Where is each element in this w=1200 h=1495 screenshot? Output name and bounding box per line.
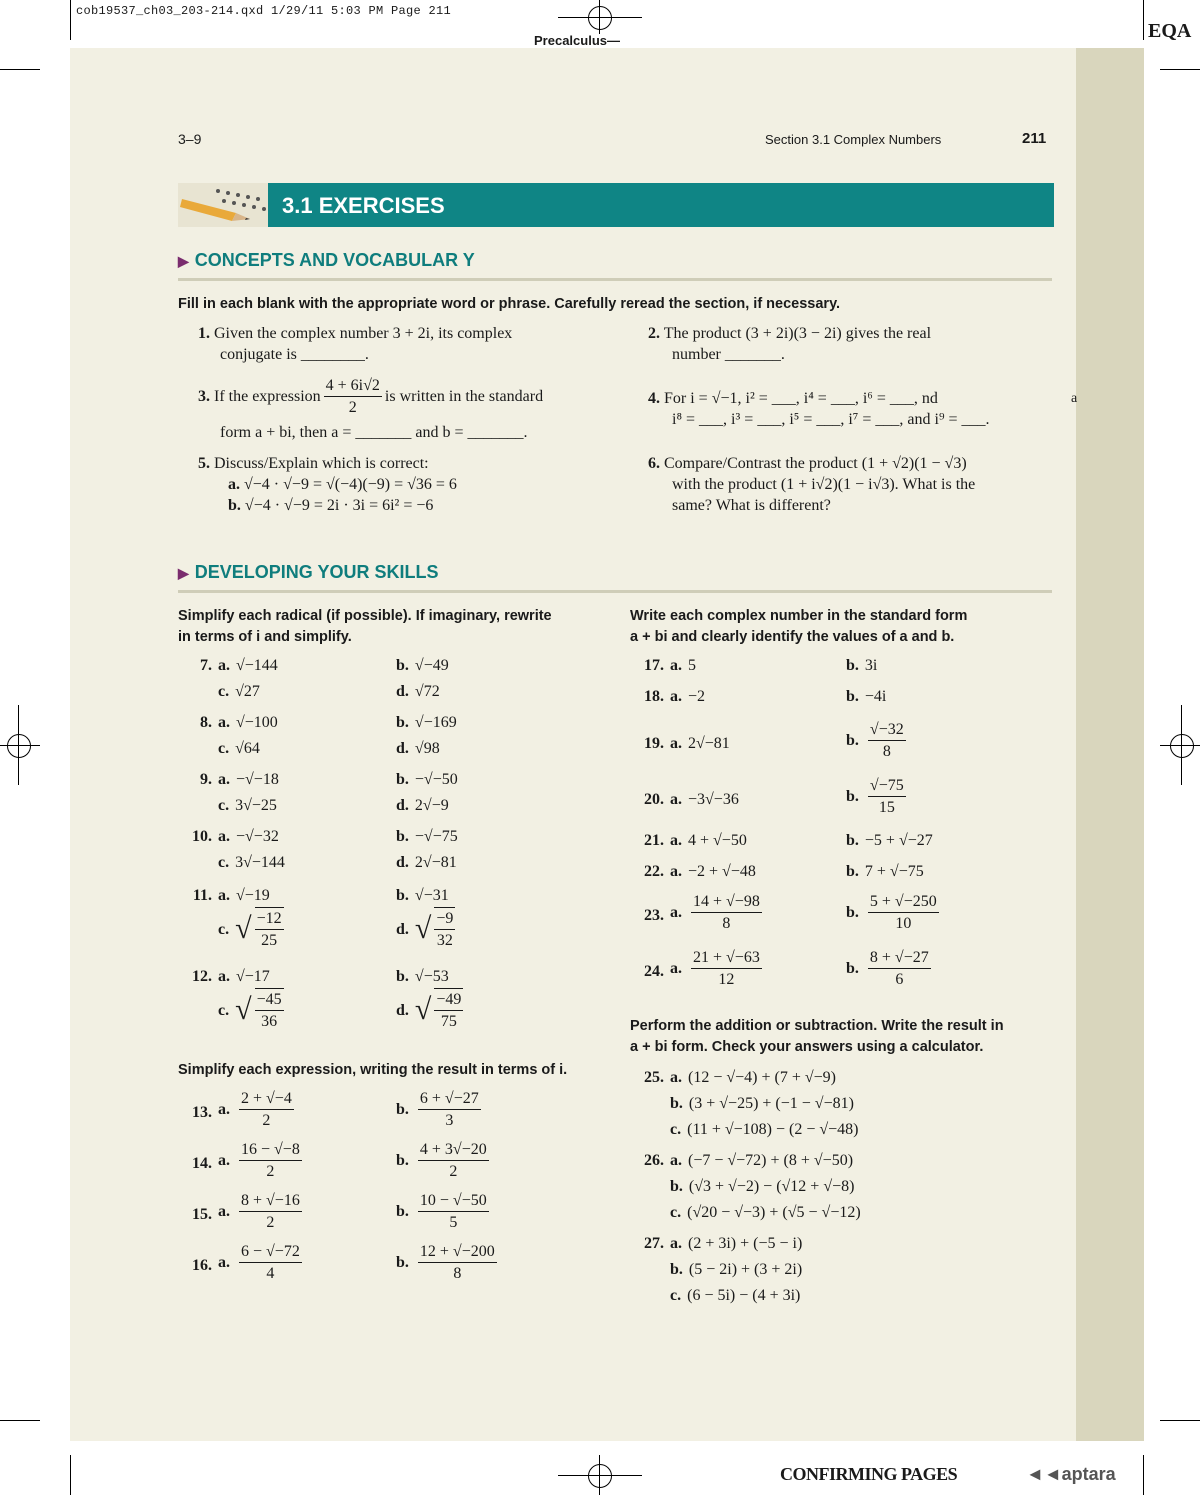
expression: √−19	[236, 887, 270, 904]
concepts-heading-text: CONCEPTS AND VOCABULAR Y	[194, 250, 475, 270]
expression: 3√−144	[235, 854, 285, 871]
expression: −2 + √−48	[688, 863, 756, 880]
exercise-part	[396, 769, 458, 790]
exercise-part	[218, 1190, 305, 1233]
exercise-part	[218, 885, 270, 906]
fraction	[239, 1088, 294, 1131]
exercise-part	[218, 738, 260, 759]
expression: √98	[414, 740, 440, 757]
part-label: a.	[670, 1069, 682, 1086]
exercise-part	[396, 885, 449, 906]
part-label: a.	[670, 791, 682, 808]
exercise-part	[670, 789, 739, 810]
file-slug: cob19537_ch03_203-214.qxd 1/29/11 5:03 PM Page 211	[76, 4, 452, 18]
part-label: b.	[670, 1261, 683, 1278]
exercise-number: 8.	[200, 714, 212, 731]
part-label: b.	[396, 714, 409, 731]
part-label: b.	[670, 1095, 683, 1112]
part-label: a.	[218, 1203, 230, 1220]
part-label: a.	[670, 1152, 682, 1169]
exercise-part	[218, 795, 277, 816]
exercise-part	[846, 655, 877, 676]
numerator: 8 + √−16	[239, 1190, 302, 1212]
registration-mark-icon	[7, 734, 31, 758]
exercise-part	[396, 852, 457, 873]
part-label: c.	[218, 740, 230, 757]
denominator: 15	[878, 799, 895, 816]
numerator: √−75	[868, 775, 906, 797]
exercise-part	[670, 947, 765, 990]
page-number: 211	[1022, 130, 1047, 147]
exercise-number: 18.	[644, 688, 664, 705]
expression: 2√−9	[414, 797, 449, 814]
denominator: 8	[722, 915, 731, 932]
triangle-bullet-icon: ▶	[178, 253, 189, 269]
arrow-icon: ◄◄	[1026, 1464, 1062, 1484]
expression: −2	[688, 688, 706, 705]
exercise-part	[846, 775, 909, 818]
exercise-part	[218, 681, 260, 702]
exercise-number: 12.	[192, 968, 212, 985]
denominator: 8	[453, 1265, 462, 1282]
exercise-part	[670, 1233, 802, 1254]
expression: 2√−81	[688, 735, 730, 752]
part-label: a.	[218, 657, 230, 674]
expression: √−49	[414, 657, 449, 674]
exercise-part	[396, 826, 458, 847]
exercise-part	[670, 861, 756, 882]
exercise-number: 11.	[192, 887, 212, 904]
addsub-instruction: Perform the addition or subtraction. Write the result in a + bi form. Check your answers using a calculator.	[630, 1018, 1004, 1055]
exercise-part	[396, 1088, 484, 1131]
book-title: Precalculus—	[534, 33, 620, 48]
expression: −√−18	[236, 771, 279, 788]
exercise-number: 21.	[644, 832, 664, 849]
exercise-number: 22.	[644, 863, 664, 880]
expression: √−100	[236, 714, 278, 731]
expression: (2 + 3i) + (−5 − i)	[688, 1235, 803, 1252]
expression: 7 + √−75	[864, 863, 924, 880]
part-label: a.	[218, 968, 230, 985]
exercise-number: 23.	[644, 907, 664, 924]
part-label: c.	[670, 1204, 682, 1221]
part-label: b.	[396, 828, 409, 845]
exercise-number: 17.	[644, 657, 664, 674]
simplify-instruction: Simplify each radical (if possible). If imaginary, rewrite in terms of i and simplify.	[178, 608, 552, 645]
denominator: 75	[440, 1013, 457, 1030]
fraction	[691, 947, 762, 990]
confirming-pages: CONFIRMING PAGES	[780, 1464, 958, 1484]
exercise-part	[670, 1259, 802, 1280]
expression: −√−50	[414, 771, 458, 788]
exercise-part	[846, 686, 886, 707]
exercise-part	[218, 966, 270, 987]
denominator: 8	[882, 743, 891, 760]
part-label: d.	[396, 854, 409, 871]
fraction	[239, 1241, 302, 1284]
denominator: 25	[261, 932, 278, 949]
exercise-part	[396, 1190, 492, 1233]
radical-fraction	[235, 907, 287, 951]
exercise-part	[670, 830, 747, 851]
banner-title: 3.1 EXERCISES	[282, 193, 445, 218]
numerator: 16 − √−8	[239, 1139, 302, 1161]
part-label: a.	[218, 714, 230, 731]
part-label: a.	[670, 832, 682, 849]
part-label: b.	[396, 1203, 409, 1220]
part-label: a.	[218, 771, 230, 788]
registration-mark-icon	[1170, 734, 1194, 758]
part-label: c.	[218, 797, 230, 814]
denominator: 5	[449, 1214, 458, 1231]
exercise-part	[218, 1241, 305, 1284]
fraction	[418, 1088, 481, 1131]
exercise-4: 4. For i = √−1, i² = ___, i⁴ = ___, i⁶ = ___, nd i⁸ = ___, i³ = ___, i⁵ = ___, i⁷ = ___, and i⁹ = ___.	[648, 390, 990, 428]
expression: (12 − √−4) + (7 + √−9)	[688, 1069, 836, 1086]
expression: (√3 + √−2) − (√12 + √−8)	[688, 1178, 855, 1195]
part-label: c.	[670, 1121, 682, 1138]
numerator: −9	[434, 908, 455, 930]
numerator: 5 + √−250	[868, 891, 939, 913]
fraction	[418, 1190, 489, 1233]
exercise-part	[396, 738, 440, 759]
exercise-part	[218, 852, 285, 873]
fraction	[239, 1190, 302, 1233]
denominator: 12	[718, 971, 735, 988]
denominator: 6	[895, 971, 904, 988]
denominator: 4	[266, 1265, 275, 1282]
exercise-part	[670, 686, 705, 707]
exercise-part	[218, 1088, 297, 1131]
exercise-part	[218, 712, 278, 733]
exercise-part	[670, 1285, 800, 1306]
expression: (6 − 5i) − (4 + 3i)	[687, 1287, 801, 1304]
exercise-part	[670, 655, 696, 676]
registration-mark-icon	[588, 1464, 612, 1488]
expression: −4i	[864, 688, 887, 705]
radical-sign-icon: √	[235, 993, 252, 1026]
radical-sign-icon: √	[235, 912, 252, 945]
fraction	[434, 907, 455, 951]
triangle-bullet-icon: ▶	[178, 565, 189, 581]
part-label: b.	[396, 1101, 409, 1118]
exercise-part	[670, 1150, 853, 1171]
exercise-1: 1. Given the complex number 3 + 2i, its complex conjugate is ________.	[198, 325, 513, 363]
exercise-number: 7.	[200, 657, 212, 674]
part-label: a.	[218, 1101, 230, 1118]
part-label: a.	[218, 828, 230, 845]
expression: √72	[414, 683, 440, 700]
exercise-part	[218, 988, 287, 1032]
numerator: 10 − √−50	[418, 1190, 489, 1212]
registration-mark-icon	[588, 6, 612, 30]
numerator: 12 + √−200	[418, 1241, 497, 1263]
exercise-part	[670, 733, 730, 754]
exercise-part	[670, 891, 765, 934]
fraction	[691, 891, 762, 934]
numerator: 14 + √−98	[691, 891, 762, 913]
exercise-part	[396, 681, 440, 702]
radical-sign-icon: √	[414, 993, 432, 1026]
numerator: 6 − √−72	[239, 1241, 302, 1263]
crop-mark	[1143, 1455, 1144, 1495]
expression: √−169	[414, 714, 457, 731]
section-rule	[178, 278, 1052, 281]
denominator: 2	[266, 1214, 275, 1231]
crop-mark	[70, 0, 71, 40]
denominator: 10	[895, 915, 912, 932]
fraction	[239, 1139, 302, 1182]
part-label: c.	[218, 683, 230, 700]
part-label: c.	[670, 1287, 682, 1304]
part-label: c.	[218, 920, 230, 938]
exercise-part	[396, 988, 466, 1032]
exercises-banner	[268, 183, 1054, 227]
denominator: 2	[449, 1163, 458, 1180]
part-label: b.	[846, 732, 859, 749]
part-label: a.	[670, 657, 682, 674]
exercise-part	[396, 1139, 492, 1182]
exercise-part	[218, 1139, 305, 1182]
part-label: a.	[670, 960, 682, 977]
fraction	[418, 1241, 497, 1284]
part-label: b.	[396, 771, 409, 788]
brand-logo: ◄◄aptara	[1026, 1464, 1116, 1484]
concepts-instruction: Fill in each blank with the appropriate word or phrase. Carefully reread the section, if necessary.	[178, 296, 841, 312]
numerator: −12	[255, 908, 284, 930]
exercise-part	[846, 719, 909, 762]
crop-mark	[0, 1420, 40, 1421]
part-label: b.	[846, 657, 859, 674]
expression: (5 − 2i) + (3 + 2i)	[688, 1261, 803, 1278]
fraction	[255, 907, 284, 951]
exercise-2: 2. The product (3 + 2i)(3 − 2i) gives the real number _______.	[648, 325, 932, 363]
part-label: a.	[218, 1254, 230, 1271]
exercise-part	[396, 655, 449, 676]
exercise-3: 3. If the expression $\frac{4 + 6i√2}{2}$ is written in the standard	[198, 377, 544, 416]
radical-sign-icon: √	[414, 912, 432, 945]
exercise-part	[670, 1176, 854, 1197]
radical-fraction	[415, 988, 467, 1032]
part-label: b.	[396, 1152, 409, 1169]
standard-form-instruction: Write each complex number in the standard form a + bi and clearly identify the values of a and b.	[630, 608, 968, 645]
page-sidebar-strip	[1076, 48, 1144, 1441]
numerator: 2 + √−4	[239, 1088, 294, 1110]
exercise-part	[396, 795, 449, 816]
part-label: b.	[846, 904, 859, 921]
part-label: d.	[396, 683, 409, 700]
exercise-part	[846, 947, 934, 990]
numerator: 21 + √−63	[691, 947, 762, 969]
exercise-part	[218, 907, 287, 951]
header-section: Section 3.1 Complex Numbers	[765, 132, 942, 147]
part-label: a.	[218, 887, 230, 904]
exercise-number: 9.	[200, 771, 212, 788]
concepts-heading	[178, 250, 475, 271]
crop-mark	[1160, 69, 1200, 70]
exercise-part	[670, 1202, 861, 1223]
exercise-part	[846, 830, 933, 851]
exercise-number: 27.	[644, 1235, 664, 1252]
part-label: b.	[396, 968, 409, 985]
skills-heading	[178, 562, 438, 583]
exercise-part	[846, 861, 924, 882]
skills-heading-text: DEVELOPING YOUR SKILLS	[194, 562, 439, 582]
part-label: b.	[396, 1254, 409, 1271]
exercise-number: 15.	[192, 1206, 212, 1223]
crop-mark	[1143, 0, 1144, 40]
expression: 3i	[864, 657, 878, 674]
part-label: d.	[396, 740, 409, 757]
numerator: 6 + √−27	[418, 1088, 481, 1110]
exercise-number: 26.	[644, 1152, 664, 1169]
exercise-5: 5. Discuss/Explain which is correct: a. √−4 · √−9 = √(−4)(−9) = √36 = 6 b. √−4 · √−9 = 2i · 3i = 6i² = −6	[198, 455, 457, 514]
part-label: b.	[846, 960, 859, 977]
pencil-illustration	[178, 183, 268, 227]
exercise-6: 6. Compare/Contrast the product (1 + √2)(1 − √3) with the product (1 + i√2)(1 − i√3). What is the same? What is different?	[648, 455, 976, 514]
fraction	[434, 988, 463, 1032]
exercise-3-line-2: form a + bi, then a = _______ and b = _______.	[220, 424, 528, 441]
exercise-number: 20.	[644, 791, 664, 808]
corner-tag: EQA	[1148, 20, 1192, 42]
expression: (√20 − √−3) + (√5 − √−12)	[687, 1204, 861, 1221]
expression: −√−75	[414, 828, 458, 845]
expression: (11 + √−108) − (2 − √−48)	[687, 1121, 859, 1138]
expression: −3√−36	[688, 791, 739, 808]
part-label: d.	[396, 920, 409, 938]
stray-letter: a	[1071, 391, 1078, 406]
part-label: c.	[218, 1001, 230, 1019]
part-label: a.	[218, 1152, 230, 1169]
expression: (−7 − √−72) + (8 + √−50)	[688, 1152, 854, 1169]
expression: √27	[235, 683, 260, 700]
part-label: c.	[218, 854, 230, 871]
part-label: a.	[670, 904, 682, 921]
exercise-part	[396, 966, 449, 987]
fraction	[868, 947, 931, 990]
crop-mark	[0, 69, 40, 70]
expression: √−144	[236, 657, 278, 674]
expression-instruction: Simplify each expression, writing the result in terms of i.	[178, 1062, 568, 1078]
fraction	[868, 775, 906, 818]
exercise-part	[846, 891, 942, 934]
expression: 4 + √−50	[688, 832, 747, 849]
exercise-number: 25.	[644, 1069, 664, 1086]
exercise-part	[396, 712, 457, 733]
fraction: $\frac{4 + 6i√2}{2}$	[325, 377, 380, 416]
part-label: b.	[396, 657, 409, 674]
numerator: −45	[255, 989, 284, 1011]
denominator: 36	[261, 1013, 278, 1030]
expression: −5 + √−27	[864, 832, 933, 849]
denominator: 2	[262, 1112, 271, 1129]
exercise-part	[670, 1119, 859, 1140]
fraction	[418, 1139, 489, 1182]
fraction	[868, 891, 939, 934]
exercise-number: 10.	[192, 828, 212, 845]
numerator: 8 + √−27	[868, 947, 931, 969]
part-label: a.	[670, 863, 682, 880]
numerator: √−32	[868, 719, 906, 741]
part-label: b.	[846, 688, 859, 705]
expression: √−31	[414, 887, 449, 904]
exercise-part	[396, 907, 458, 951]
denominator: 32	[436, 932, 453, 949]
part-label: a.	[670, 688, 682, 705]
exercise-number: 16.	[192, 1257, 212, 1274]
numerator: 4 + 3√−20	[418, 1139, 489, 1161]
part-label: b.	[846, 788, 859, 805]
expression: √−53	[414, 968, 449, 985]
exercise-part	[218, 826, 279, 847]
expression: −√−32	[236, 828, 279, 845]
part-label: a.	[670, 1235, 682, 1252]
part-label: b.	[846, 863, 859, 880]
exercise-number: 13.	[192, 1104, 212, 1121]
radical-fraction	[235, 988, 287, 1032]
exercise-part	[670, 1067, 836, 1088]
exercise-number: 19.	[644, 735, 664, 752]
exercise-part	[396, 1241, 500, 1284]
expression: (3 + √−25) + (−1 − √−81)	[688, 1095, 854, 1112]
section-rule	[178, 590, 1052, 593]
denominator: 2	[266, 1163, 275, 1180]
fraction	[868, 719, 906, 762]
expression: 2√−81	[414, 854, 457, 871]
crop-mark	[70, 1455, 71, 1495]
part-label: b.	[846, 832, 859, 849]
expression: √64	[235, 740, 260, 757]
part-label: d.	[396, 1001, 409, 1019]
radical-fraction	[415, 907, 459, 951]
part-label: b.	[396, 887, 409, 904]
part-label: a.	[670, 735, 682, 752]
denominator: 3	[445, 1112, 454, 1129]
part-label: b.	[670, 1178, 683, 1195]
expression: 3√−25	[235, 797, 277, 814]
header-page-ref: 3–9	[178, 131, 202, 147]
exercise-number: 24.	[644, 963, 664, 980]
part-label: d.	[396, 797, 409, 814]
exercise-number: 14.	[192, 1155, 212, 1172]
expression: √−17	[236, 968, 270, 985]
numerator: −49	[434, 989, 463, 1011]
exercise-part	[218, 655, 278, 676]
crop-mark	[1160, 1420, 1200, 1421]
exercise-part	[670, 1093, 854, 1114]
exercise-part	[218, 769, 279, 790]
fraction	[255, 988, 284, 1032]
expression: 5	[688, 657, 696, 674]
